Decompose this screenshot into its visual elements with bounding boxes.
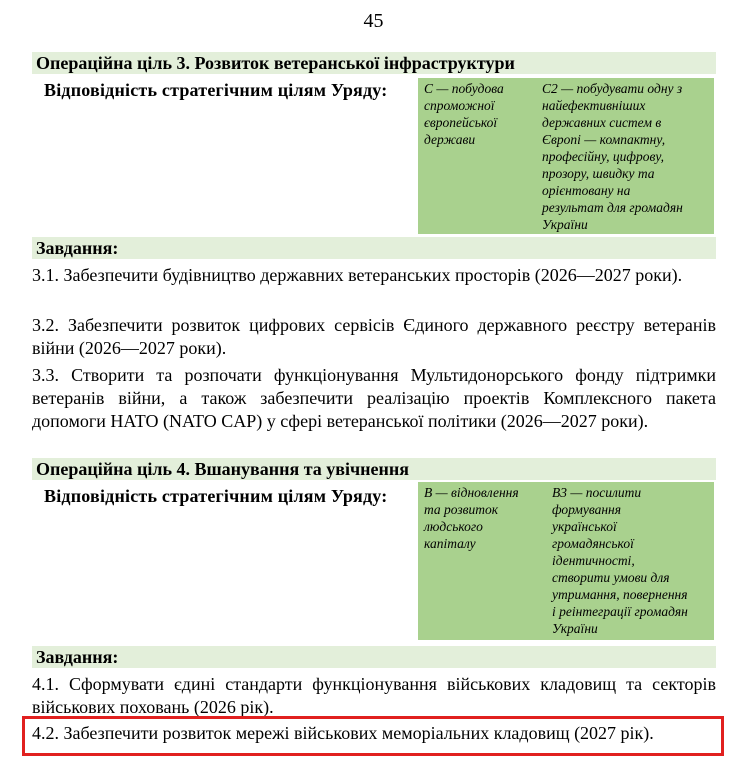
task-item: 4.1. Сформувати єдині стандарти функціонування військових кладовищ та секторів військових поховань (2026 рік). [32, 674, 716, 717]
task-item: 3.2. Забезпечити розвиток цифрових сервісів Єдиного державного реєстру ветеранів війни (2026—2027 роки). [32, 315, 716, 358]
page-number: 45 [363, 10, 384, 32]
task-item: 3.3. Створити та розпочати функціонування Мультидонорського фонду підтримки ветеранів війни, а також забезпечити реалізацію проектів Комплексного пакета допомоги НАТО (NATO CAP) у сфері ветеранської політики (2026—2027 роки). [32, 365, 716, 431]
operational-goal-3-heading: Операційна ціль 3. Розвиток ветеранської інфраструктури [32, 52, 716, 74]
strategic-goal-box: С — побудова спроможної європейської держави [418, 78, 536, 234]
government-goals-compliance-label: Відповідність стратегічним цілям Уряду: [44, 80, 388, 100]
tasks-header: Завдання: [32, 237, 716, 259]
highlight-frame [22, 716, 724, 756]
strategic-subgoal-box: В3 — посилити формування української громадянської ідентичності, створити умови для утримання, повернення і реінтеграції громадян України [546, 482, 714, 640]
task-item-highlighted: 4.2. Забезпечити розвиток мережі військових меморіальних кладовищ (2027 рік). [32, 723, 654, 743]
task-item: 3.1. Забезпечити будівництво державних ветеранських просторів (2026—2027 роки). [32, 265, 683, 285]
strategic-goal-box: В — відновлення та розвиток людського капіталу [418, 482, 546, 640]
strategic-subgoal-box: С2 — побудувати одну з найефективніших державних систем в Європі — компактну, професійну, цифрову, прозору, швидку та орієнтовану на результат для громадян України [536, 78, 714, 234]
operational-goal-4-heading: Операційна ціль 4. Вшанування та увічнення [32, 458, 716, 480]
tasks-header: Завдання: [32, 646, 716, 668]
government-goals-compliance-label: Відповідність стратегічним цілям Уряду: [44, 486, 388, 506]
